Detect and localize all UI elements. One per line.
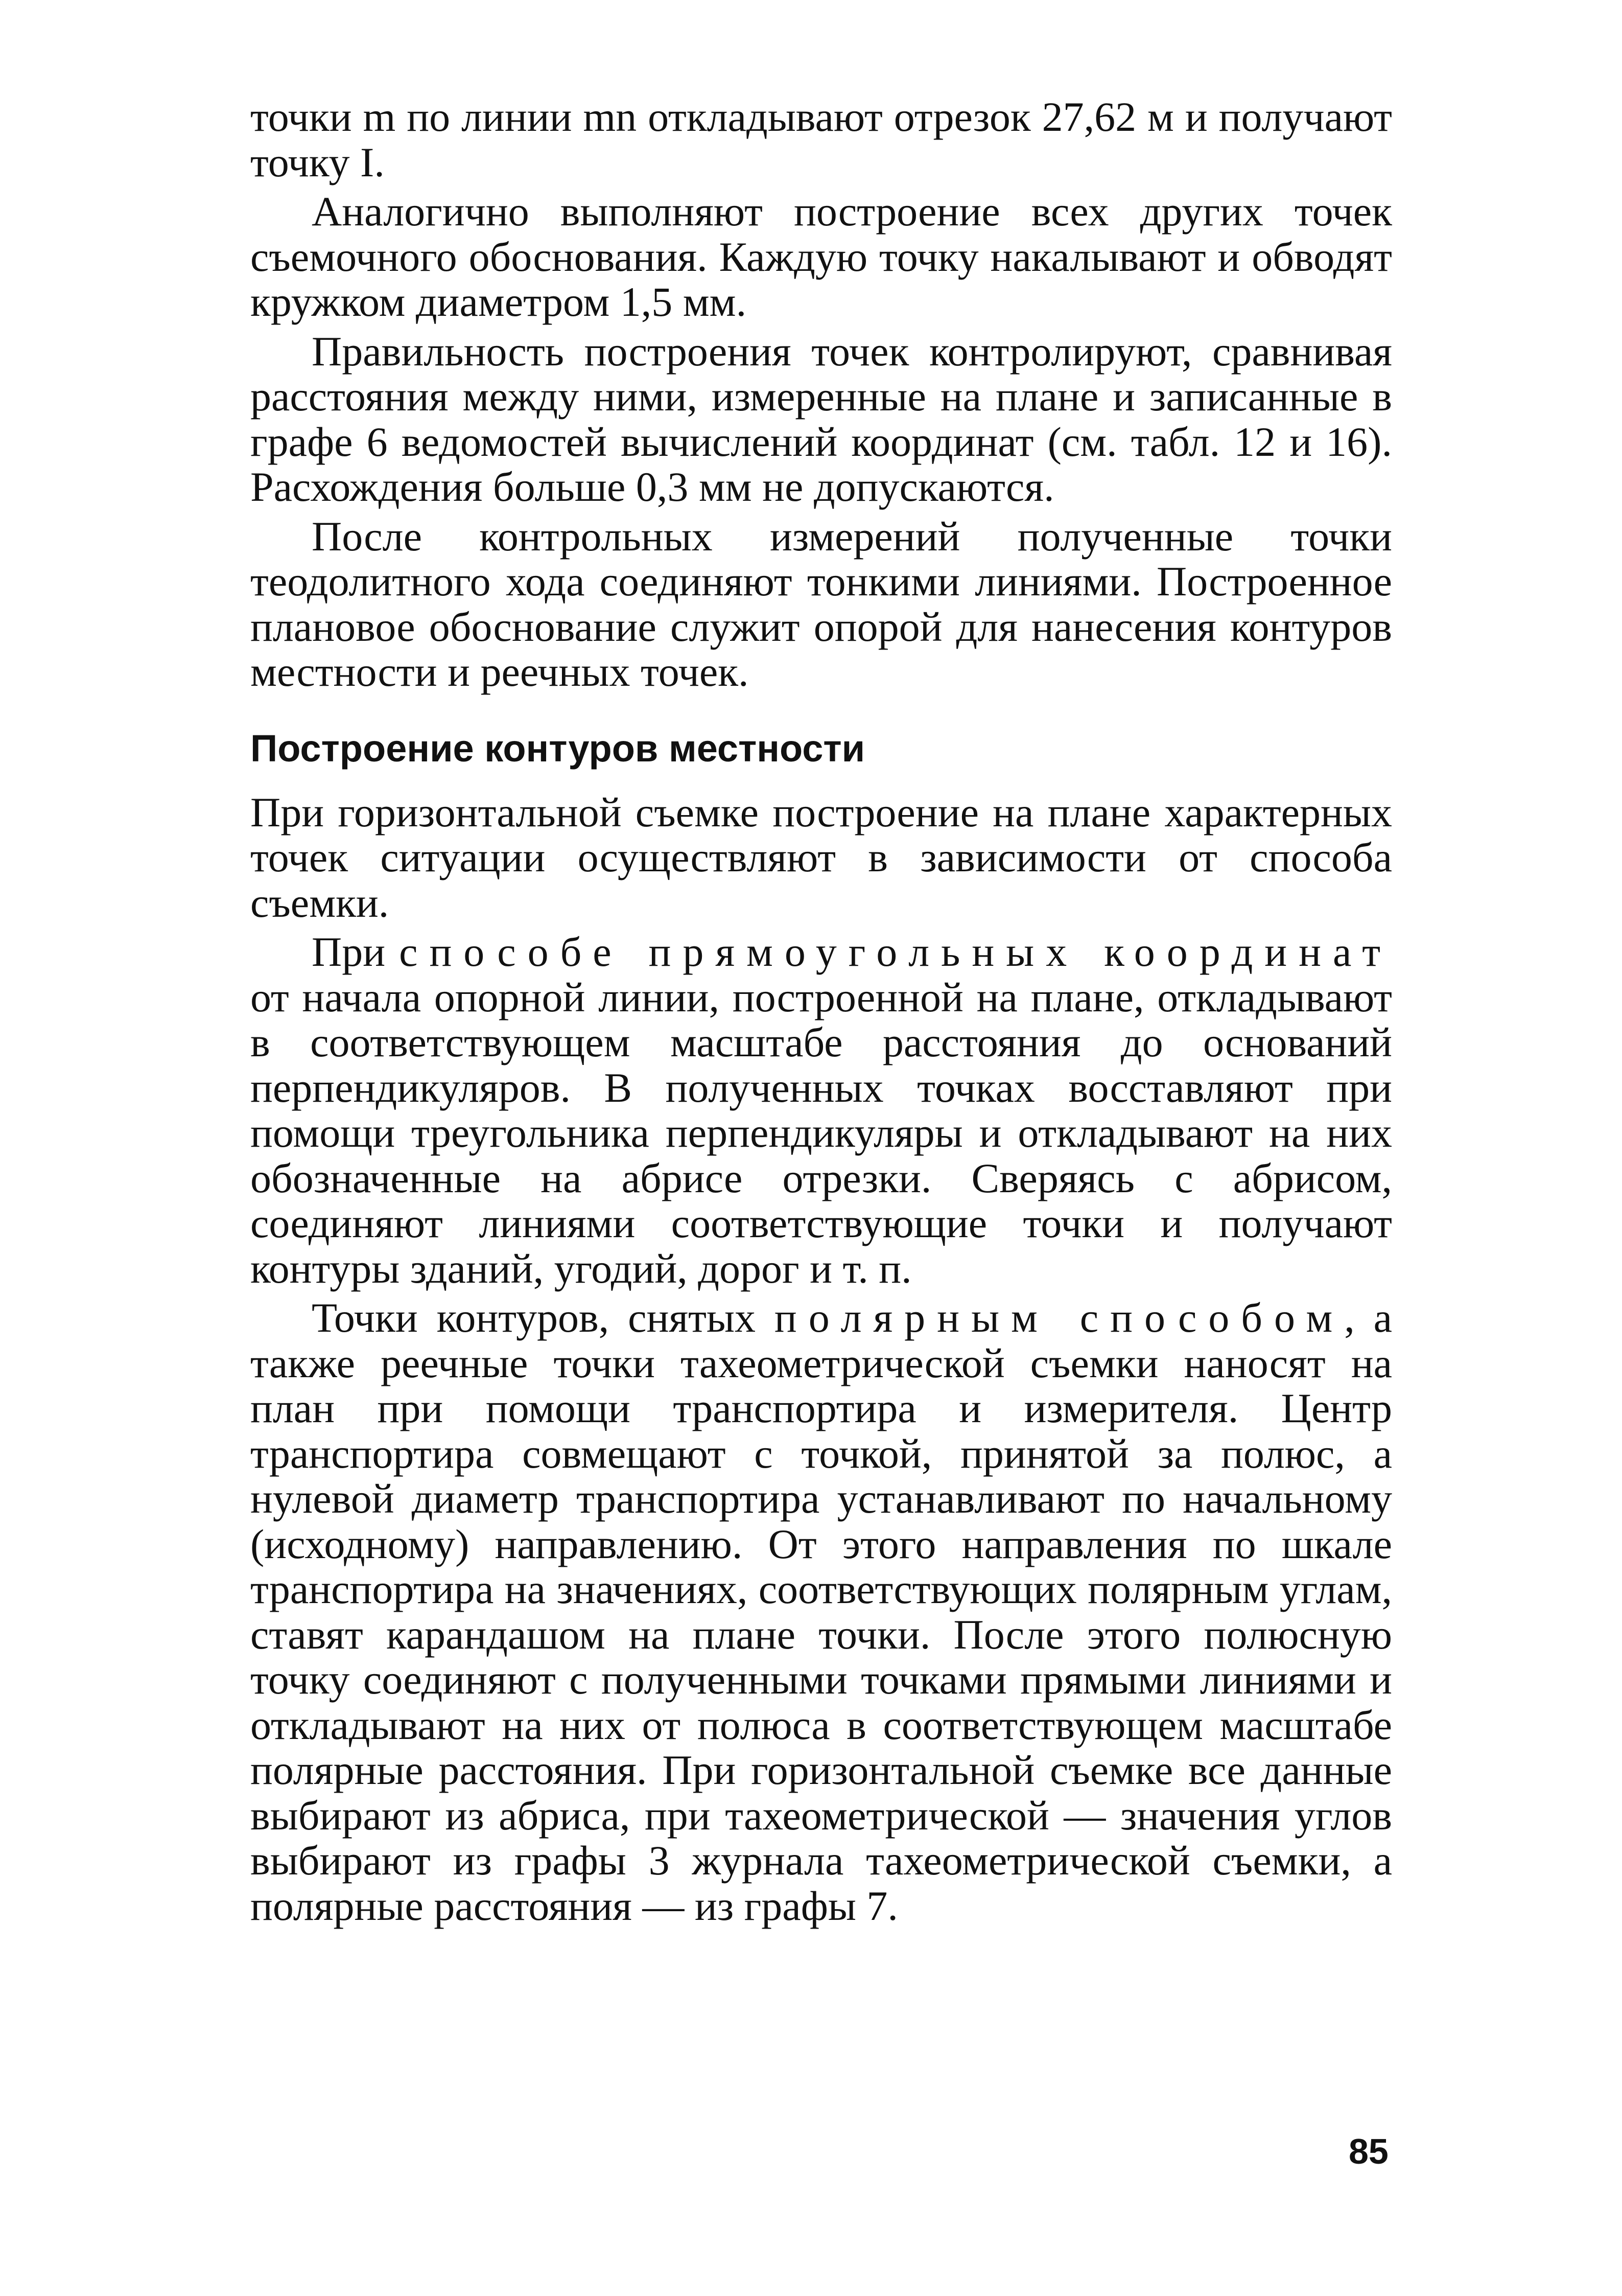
paragraph-rectangular-method [250, 930, 1392, 1291]
paragraph-polar-lead: Точки контуров, снятых [312, 1294, 774, 1341]
paragraph-analogous-construction: Аналогично выполняют построение всех других точек съемочного обоснования. Каждую точку накалывают и обводят кружком диаметром 1,5 мм. [250, 188, 1392, 325]
section-heading: Построение контуров местности [250, 727, 865, 770]
paragraph-rectangular-rest: от начала опорной линии, построенной на плане, откладывают в соответствующем масштабе расстояния до оснований перпендикуляров. В полученных точках восставляют при помощи треугольника перпендикуляры и откладывают на них обозначенные на абрисе отрезки. Сверяясь с абрисом, соединяют линиями соответствующие точки и получают контуры зданий, угодий, дорог и т. п. [250, 973, 1392, 1292]
paragraph-polar-method [250, 1295, 1392, 1929]
paragraph-connect-points: После контрольных измерений полученные точки теодолитного хода соединяют тонкими линиями. Построенное плановое обоснование служит опорой для нанесения контуров местности и реечных точек. [250, 513, 1392, 695]
emphasis-polar-method: полярным способом [774, 1294, 1345, 1341]
emphasis-rectangular-coordinates: способе прямоугольных координат [399, 929, 1392, 975]
paragraph-rectangular-lead: При [312, 929, 399, 975]
page-number: 85 [1349, 2131, 1389, 2171]
paragraph-polar-rest: , а также реечные точки тахеометрической съемки наносят на план при помощи транспортира и измерителя. Центр транспортира совмещают с точкой, принятой за полюс, а нулевой диаметр транспортира устанавливают по начальному (исходному) направлению. От этого направления по шкале транспортира на значениях, соответствующих полярным углам, ставят карандашом на плане точки. После этого полюсную точку соединяют с полученными точками прямыми линиями и откладывают на них от полюса в соответствующем масштабе полярные расстояния. При горизонтальной съемке все данные выбирают из абриса, при тахеометрической — значения углов выбирают из графы 3 журнала тахеометрической съемки, а полярные расстояния — из графы 7. [250, 1294, 1392, 1929]
page-body [250, 95, 1392, 1929]
paragraph-horizontal-survey: При горизонтальной съемке построение на плане характерных точек ситуации осуществляют в зависимости от способа съемки. [250, 788, 1392, 926]
paragraph-control-check: Правильность построения точек контролируют, сравнивая расстояния между ними, измеренные на плане и записанные в графе 6 ведомостей вычислений координат (см. табл. 12 и 16). Расхождения больше 0,3 мм не допускаются. [250, 328, 1392, 510]
paragraph-continuation: точки m по линии mn откладывают отрезок 27,62 м и получают точку I. [250, 94, 1392, 185]
